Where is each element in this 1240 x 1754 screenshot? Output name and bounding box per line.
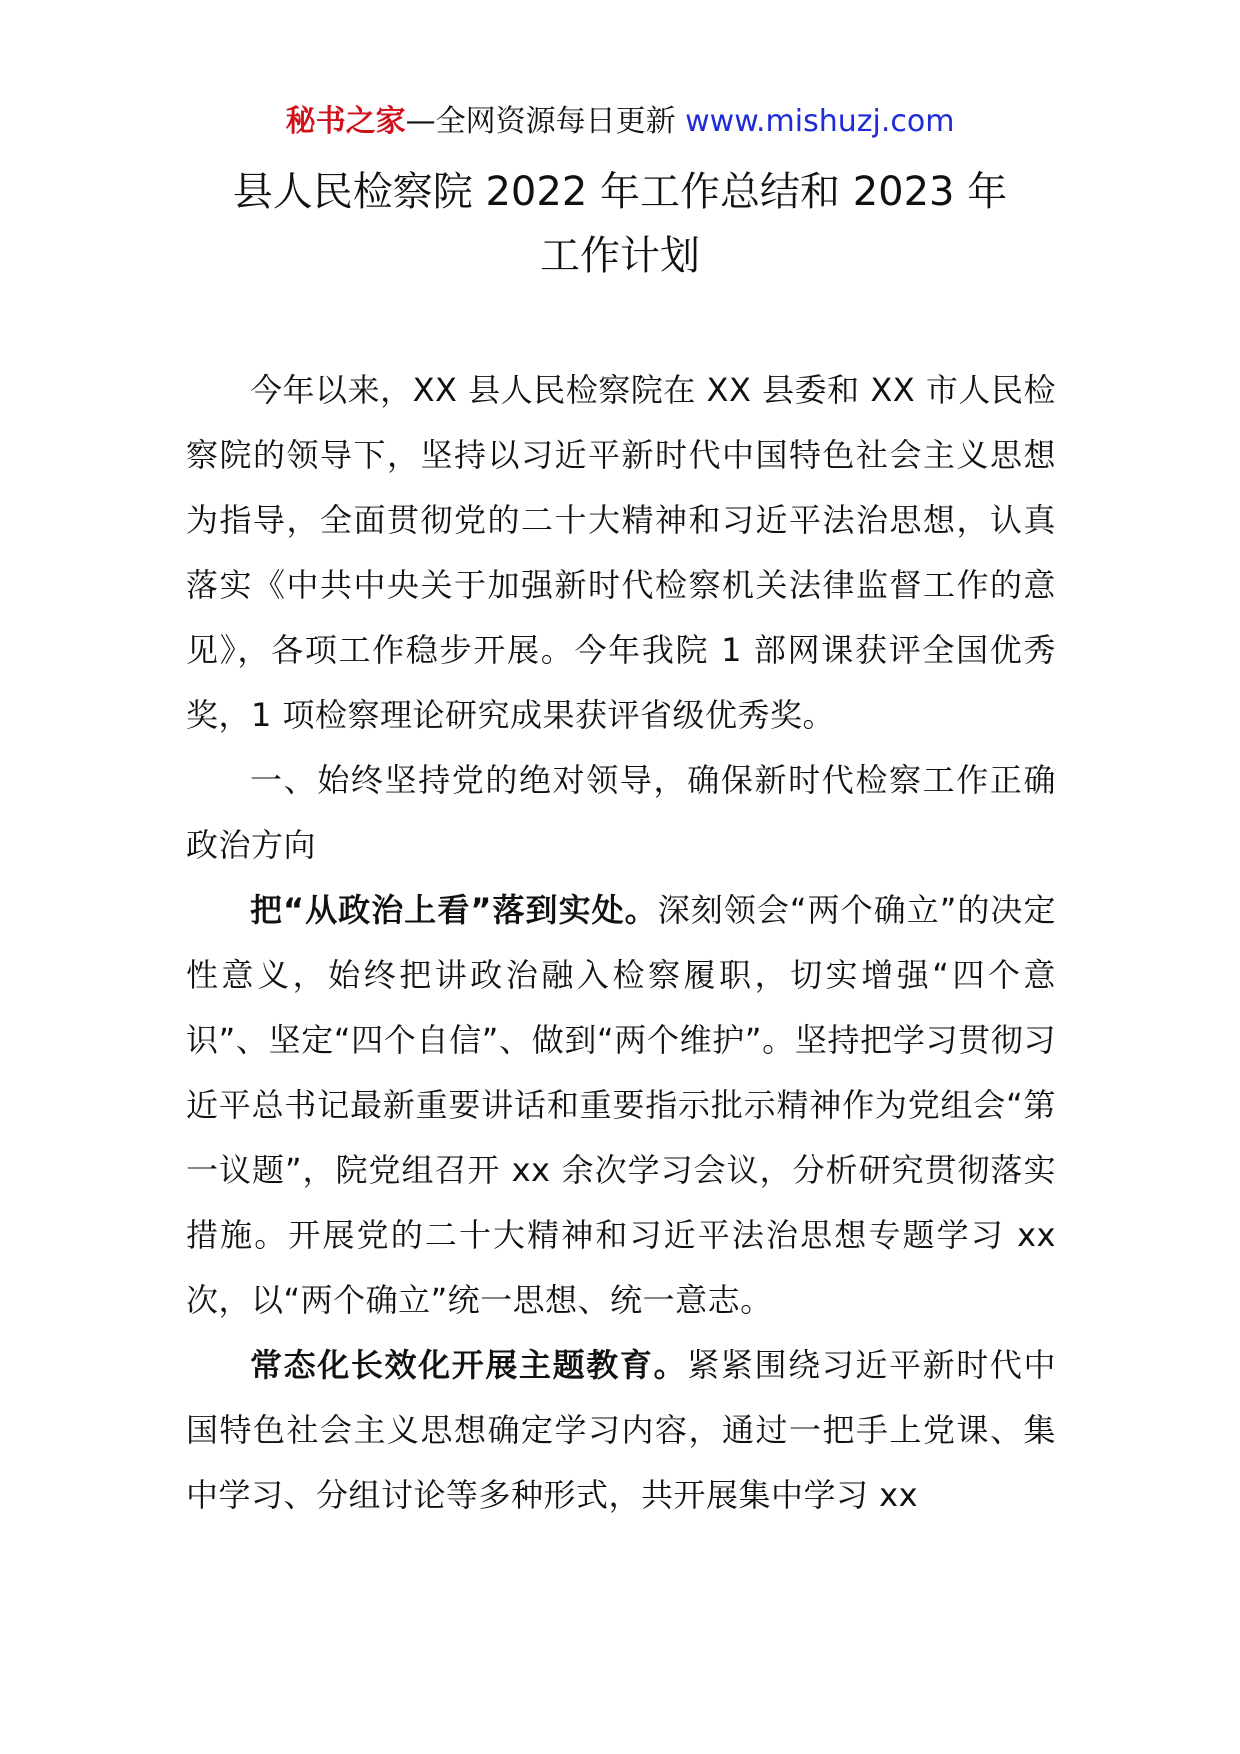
title-line-2: 工作计划 [540, 233, 700, 279]
watermark-header [0, 100, 1240, 144]
paragraph-text: 紧紧围绕习近平新时代中国特色社会主义思想确定学习内容，通过一把手上党课、集中学习、分组讨论等多种形式，共开展集中学习 xx [186, 1346, 1056, 1514]
paragraph-text: 深刻领会“两个确立”的决定性意义，始终把讲政治融入检察履职，切实增强“四个意识”、坚定“四个自信”、做到“两个维护”。坚持把学习贯彻习近平总书记最新重要讲话和重要指示批示精神作为党组会“第一议题”，院党组召开 xx 余次学习会议，分析研究贯彻落实措施。开展党的二十大精神和习近平法治思想专题学习 xx 次，以“两个确立”统一思想、统一意志。 [186, 891, 1056, 1319]
paragraph-text: 今年以来，XX 县人民检察院在 XX 县委和 XX 市人民检察院的领导下，坚持以习近平新时代中国特色社会主义思想为指导，全面贯彻党的二十大精神和习近平法治思想，认真落实《中共中央关于加强新时代检察机关法律监督工作的意见》，各项工作稳步开展。今年我院 1 部网课获评全国优秀奖，1 项检察理论研究成果获评省级优秀奖。 [186, 371, 1056, 734]
section-heading-text: 一、始终坚持党的绝对领导，确保新时代检察工作正确政治方向 [186, 761, 1056, 864]
paragraph-politics [186, 878, 1056, 1333]
paragraph-intro [186, 358, 1056, 748]
paragraph-lead: 把“从政治上看”落到实处。 [250, 891, 658, 929]
brand-name: 秘书之家 [285, 104, 406, 139]
document-body [186, 358, 1056, 1528]
title-line-1: 县人民检察院 2022 年工作总结和 2023 年 [232, 169, 1008, 215]
site-url-link[interactable]: www.mishuzj.com [685, 104, 955, 139]
header-tagline: —全网资源每日更新 [405, 104, 686, 139]
paragraph-lead: 常态化长效化开展主题教育。 [250, 1346, 688, 1384]
section-heading-1 [186, 748, 1056, 878]
document-title [0, 160, 1240, 288]
paragraph-education [186, 1333, 1056, 1528]
